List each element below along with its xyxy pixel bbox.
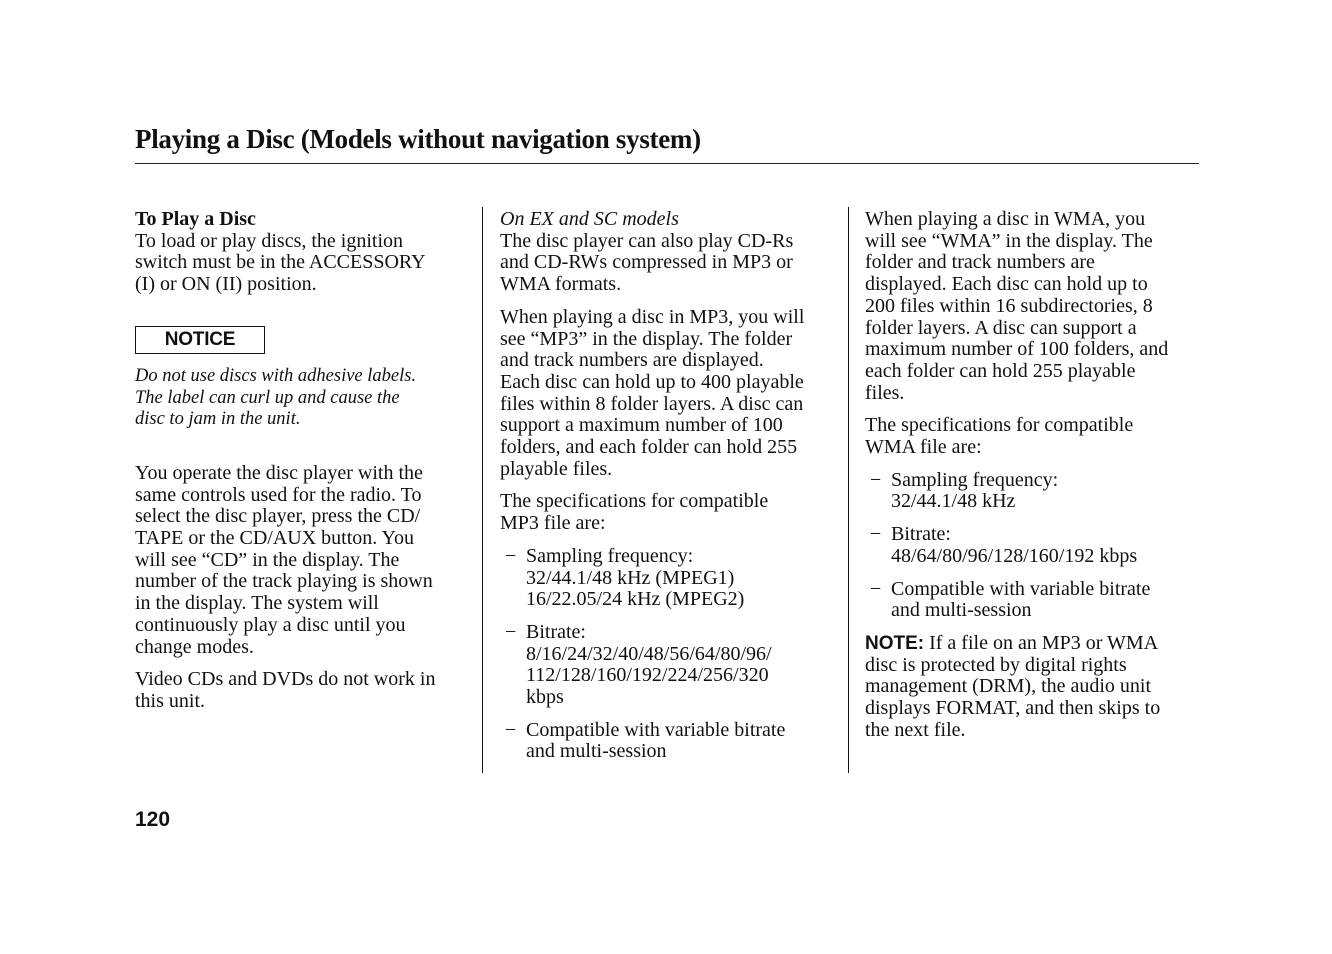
text-line: continuously play a disc until you bbox=[135, 613, 406, 636]
list-item-wma-sampling bbox=[870, 470, 1201, 513]
page-number: 120 bbox=[135, 808, 171, 831]
title-rule bbox=[135, 163, 1199, 164]
text-line: switch must be in the ACCESSORY bbox=[135, 251, 426, 274]
notice-text bbox=[135, 366, 475, 431]
text-line: WMA file are: bbox=[865, 436, 982, 459]
text-line: see “MP3” in the display. The folder bbox=[500, 327, 793, 350]
paragraph-operate bbox=[135, 463, 475, 658]
dash-bullet: − bbox=[870, 523, 882, 546]
text-line: Sampling frequency: bbox=[891, 468, 1059, 491]
list-item-text bbox=[526, 546, 840, 611]
text-line: MP3 file are: bbox=[500, 512, 606, 535]
text-line: 200 files within 16 subdirectories, 8 bbox=[865, 294, 1153, 317]
text-line: the next file. bbox=[865, 718, 966, 741]
dash-bullet: − bbox=[505, 620, 517, 643]
text-line: 112/128/160/192/224/256/320 bbox=[526, 664, 769, 687]
text-line: files within 8 folder layers. A disc can bbox=[500, 392, 804, 415]
text-line: maximum number of 100 folders, and bbox=[865, 338, 1169, 361]
list-item-text bbox=[526, 720, 840, 763]
text-line: each folder can hold 255 playable bbox=[865, 359, 1136, 382]
paragraph-intro bbox=[135, 231, 475, 296]
page-title: Playing a Disc (Models without navigation system) bbox=[135, 124, 701, 154]
text-line: 32/44.1/48 kHz bbox=[891, 490, 1016, 513]
text-line: The disc player can also play CD-Rs bbox=[500, 229, 794, 252]
column-divider-2 bbox=[848, 207, 849, 773]
dash-bullet: − bbox=[505, 544, 517, 567]
text-line: displayed. Each disc can hold up to bbox=[865, 273, 1148, 296]
text-line: playable files. bbox=[500, 457, 613, 480]
text-line: support a maximum number of 100 bbox=[500, 414, 783, 437]
text-line: 48/64/80/96/128/160/192 kbps bbox=[891, 544, 1138, 567]
text-line: The specifications for compatible bbox=[500, 490, 769, 513]
list-item-wma-bitrate bbox=[870, 524, 1201, 567]
column-1 bbox=[135, 209, 475, 724]
paragraph-mp3 bbox=[500, 307, 840, 481]
text-line: The specifications for compatible bbox=[865, 414, 1134, 437]
text-line: (I) or ON (II) position. bbox=[135, 273, 317, 296]
text-line: displays FORMAT, and then skips to bbox=[865, 697, 1161, 720]
text-line: and track numbers are displayed. bbox=[500, 349, 764, 372]
text-line: kbps bbox=[526, 686, 564, 709]
text-line: To load or play discs, the ignition bbox=[135, 229, 404, 252]
text-line: and CD-RWs compressed in MP3 or bbox=[500, 251, 793, 274]
text-line: will see “CD” in the display. The bbox=[135, 548, 400, 571]
notice-badge: NOTICE bbox=[135, 326, 265, 354]
text-line: and multi-session bbox=[526, 740, 667, 763]
list-item-mp3-sampling bbox=[505, 546, 840, 611]
text-line: You operate the disc player with the bbox=[135, 461, 423, 484]
text-line: When playing a disc in WMA, you bbox=[865, 208, 1146, 230]
text-line: WMA formats. bbox=[500, 273, 622, 296]
text-line: Sampling frequency: bbox=[526, 544, 694, 567]
paragraph-wma-spec bbox=[865, 415, 1201, 458]
text-line: change modes. bbox=[135, 635, 254, 658]
text-line: Do not use discs with adhesive labels. bbox=[135, 365, 417, 386]
text-line: and multi-session bbox=[891, 599, 1032, 622]
text-line: management (DRM), the audio unit bbox=[865, 675, 1152, 698]
paragraph-video bbox=[135, 669, 475, 712]
text-line: Each disc can hold up to 400 playable bbox=[500, 370, 804, 393]
paragraph-mp3-spec bbox=[500, 491, 840, 534]
text-line: Bitrate: bbox=[526, 620, 586, 643]
text-line: folders, and each folder can hold 255 bbox=[500, 436, 798, 459]
list-item-text bbox=[526, 622, 840, 709]
text-line: disc to jam in the unit. bbox=[135, 409, 301, 430]
paragraph-formats bbox=[500, 231, 840, 296]
dash-bullet: − bbox=[505, 718, 517, 741]
text-line: in the display. The system will bbox=[135, 592, 379, 615]
text-line: The label can curl up and cause the bbox=[135, 387, 400, 408]
text-line: this unit. bbox=[135, 689, 206, 712]
text-line: 32/44.1/48 kHz (MPEG1) bbox=[526, 566, 735, 589]
text-line: number of the track playing is shown bbox=[135, 570, 433, 593]
section-heading-play-disc: To Play a Disc bbox=[135, 208, 256, 230]
list-item-wma-variable bbox=[870, 579, 1201, 622]
text-line: files. bbox=[865, 381, 905, 404]
column-divider-1 bbox=[482, 207, 483, 773]
text-line: same controls used for the radio. To bbox=[135, 483, 422, 506]
note-label: NOTE: bbox=[865, 632, 925, 654]
list-item-text bbox=[891, 579, 1201, 622]
list-item-mp3-bitrate bbox=[505, 622, 840, 709]
note-paragraph bbox=[865, 633, 1201, 742]
text-line: will see “WMA” in the display. The bbox=[865, 229, 1153, 252]
column-3 bbox=[865, 209, 1201, 752]
text-line: folder and track numbers are bbox=[865, 251, 1095, 274]
dash-bullet: − bbox=[870, 577, 882, 600]
text-line: If a file on an MP3 or WMA bbox=[929, 631, 1159, 654]
text-line: Compatible with variable bitrate bbox=[526, 718, 786, 741]
text-line: disc is protected by digital rights bbox=[865, 653, 1127, 676]
column-2 bbox=[500, 209, 840, 774]
list-item-text bbox=[891, 524, 1201, 567]
text-line: folder layers. A disc can support a bbox=[865, 316, 1137, 339]
list-item-text bbox=[891, 470, 1201, 513]
text-line: select the disc player, press the CD/ bbox=[135, 505, 421, 528]
text-line: Compatible with variable bitrate bbox=[891, 577, 1151, 600]
text-line: 8/16/24/32/40/48/56/64/80/96/ bbox=[526, 642, 772, 665]
paragraph-wma bbox=[865, 209, 1201, 404]
text-line: 16/22.05/24 kHz (MPEG2) bbox=[526, 588, 745, 611]
text-line: Bitrate: bbox=[891, 523, 951, 546]
dash-bullet: − bbox=[870, 468, 882, 491]
text-line: When playing a disc in MP3, you will bbox=[500, 305, 805, 328]
text-line: Video CDs and DVDs do not work in bbox=[135, 668, 436, 691]
text-line: TAPE or the CD/AUX button. You bbox=[135, 527, 414, 550]
subheading-ex-sc-models: On EX and SC models bbox=[500, 208, 679, 230]
list-item-mp3-variable bbox=[505, 720, 840, 763]
